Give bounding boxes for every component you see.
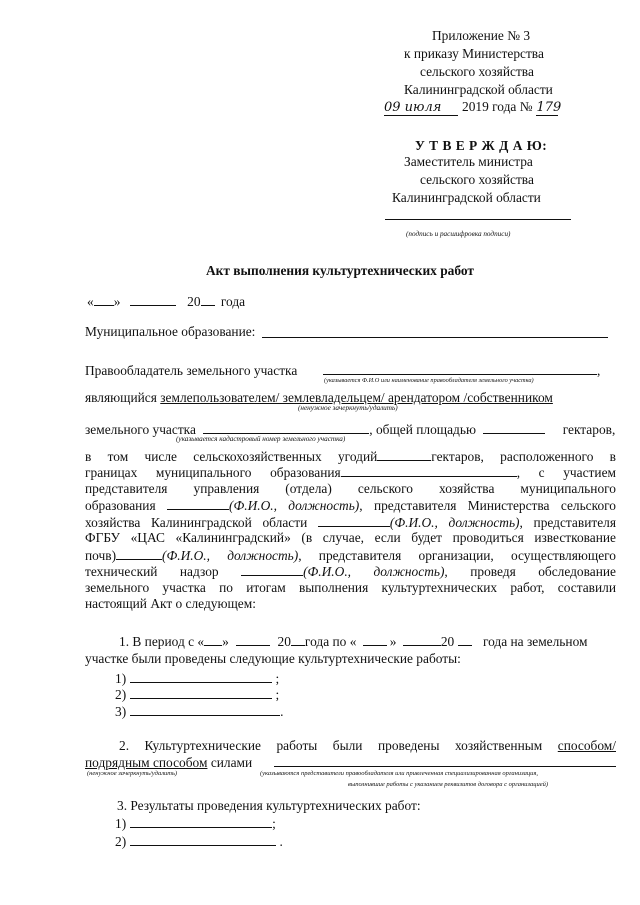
paragraph-line-j: настоящий Акт о следующем: (85, 596, 256, 611)
cadastral-note: (указывается кадастровый номер земельного участка) (176, 435, 346, 443)
holder-note: (указывается Ф.И.О или наименование правообладателя земельного участка) (324, 377, 534, 384)
appendix-date-line (384, 98, 562, 116)
paragraph-line-i: земельного участка по итогам выполнения культуртехнических работ, составили (85, 580, 616, 595)
appendix-line-3: сельского хозяйства (420, 64, 534, 79)
being-note: (ненужное зачеркнуть/удалить) (298, 404, 398, 412)
section1-item-2: 2) ; (115, 687, 280, 702)
year-text: 2019 года № (462, 99, 533, 114)
paragraph-line-e: хозяйства Калининградской области (Ф.И.О., должность), представителя (85, 515, 616, 530)
holder-label: Правообладатель земельного участка (85, 363, 298, 378)
approval-line-1: Заместитель министра (404, 154, 533, 169)
section1-item-1: 1) ; (115, 671, 280, 686)
section1-line-1: 1. В период с « » 20 года по « » 20 года на земельном (119, 634, 588, 649)
paragraph-line-c: представителя управления (отдела) сельского хозяйства муниципального (85, 481, 616, 496)
approval-line-2: сельского хозяйства (420, 172, 534, 187)
section1-line-2: участке были проведены следующие культуртехнические работы: (85, 651, 461, 666)
approval-line-3: Калининградской области (392, 190, 541, 205)
section2-line-2: подрядным способом силами (85, 755, 253, 770)
act-date: « » 20 года (87, 294, 246, 309)
appendix-line-1: Приложение № 3 (432, 28, 531, 43)
municipality-label: Муниципальное образование: (85, 324, 256, 339)
section2-field[interactable] (274, 766, 616, 767)
holder-comma: , (597, 363, 601, 378)
section1-item-3: 3) . (115, 704, 284, 719)
signature-line (385, 219, 571, 220)
municipality-field[interactable] (262, 337, 608, 338)
paragraph-line-b: границах муниципального образования , с участием (85, 465, 616, 480)
paragraph-line-a: в том числе сельскохозяйственных угодий гектаров, расположенного в (85, 449, 616, 464)
section3-title: 3. Результаты проведения культуртехнических работ: (117, 798, 421, 813)
approval-title: У Т В Е Р Ж Д А Ю: (415, 138, 548, 153)
paragraph-line-g: почв) (Ф.И.О., должность), представителя организации, осуществляющего (85, 548, 616, 563)
act-title: Акт выполнения культуртехнических работ (206, 263, 474, 278)
handwritten-number: 179 (536, 100, 562, 115)
appendix-line-4: Калининградской области (404, 82, 553, 97)
section3-item-2: 2) . (115, 834, 283, 849)
being-line: являющийся землепользователем/ землевладельцем/ арендатором /собственником (85, 390, 553, 405)
handwritten-date: 09 июля (384, 100, 458, 116)
paragraph-line-f: ФГБУ «ЦАС «Калининградский» (в случае, если будет проводиться известкование (85, 530, 616, 545)
section2-note-left: (ненужное зачеркнуть/удалить) (87, 770, 178, 777)
appendix-line-2: к приказу Министерства (404, 46, 544, 61)
section2-line-1: 2. Культуртехнические работы были проведены хозяйственным способом/ (119, 738, 616, 753)
section2-note-right-1: (указываются представители правообладателя или привлеченная специализированная организация, (260, 770, 539, 777)
plot-line: земельного участка , общей площадью гектаров, (85, 422, 616, 437)
section3-item-1: 1) ; (115, 816, 276, 831)
signature-note: (подпись и расшифровка подписи) (406, 230, 511, 238)
section2-note-right-2: выполнившие работы с указанием реквизитов договора с организацией) (348, 781, 549, 788)
holder-field[interactable] (323, 374, 597, 375)
paragraph-line-d: образования (Ф.И.О., должность), представителя Министерства сельского (85, 498, 616, 513)
paragraph-line-h: технический надзор (Ф.И.О., должность), проведя обследование (85, 564, 616, 579)
